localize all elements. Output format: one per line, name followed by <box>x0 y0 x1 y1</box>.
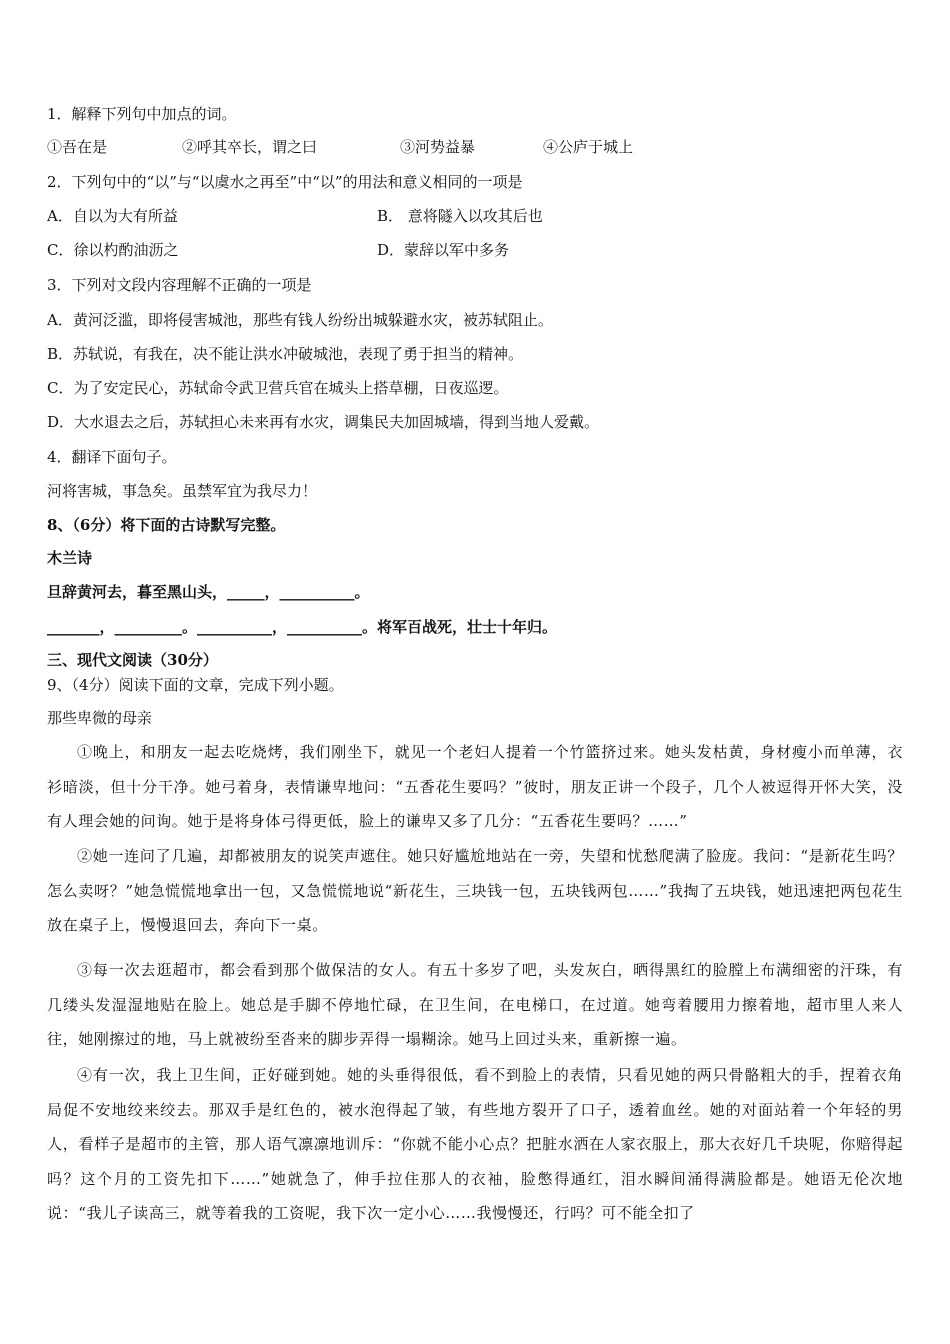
q4-stem: 4．翻译下面句子。 <box>47 448 177 466</box>
q3-option-b: B．苏轼说，有我在，决不能让洪水冲破城池，表现了勇于担当的精神。 <box>47 345 524 363</box>
poem-comma: ， <box>99 618 115 636</box>
answer-blank[interactable]: __________ <box>287 618 363 636</box>
q3-option-a: A．黄河泛滥，即将侵害城池，那些有钱人纷纷出城躲避水灾，被苏轼阻止。 <box>47 311 553 329</box>
q2-option-b: B． 意将隧入以攻其后也 <box>377 207 543 225</box>
q2-stem: 2．下列句中的“以”与“以虞水之再至”中“以”的用法和意义相同的一项是 <box>47 173 523 191</box>
q2-option-c: C．徐以杓酌油沥之 <box>47 241 179 259</box>
article-paragraph-1: ①晚上，和朋友一起去吃烧烤，我们刚坐下，就见一个老妇人提着一个竹篮挤过来。她头发枯黄，身材瘦小而单薄，衣衫暗淡，但十分干净。她弓着身，表情谦卑地问：“五香花生要吗？”彼时，朋友正讲一个段子，几个人被逗得开怀大笑，没有人理会她的问询。她于是将身体弓得更低，脸上的谦卑又多了几分：“五香花生要吗？……” <box>47 743 903 830</box>
article-paragraph-4: ④有一次，我上卫生间，正好碰到她。她的头垂得很低，看不到脸上的表情，只看见她的两只骨骼粗大的手，捏着衣角局促不安地绞来绞去。那双手是红色的，被水泡得起了皱，有些地方裂开了口子，透着血丝。她的对面站着一个年轻的男人，看样子是超市的主管，那人语气凛凛地训斥：“你就不能小心点？把脏水洒在人家衣服上，那大衣好几千块呢，你赔得起吗？这个月的工资先扣下……”她就急了，伸手拉住那人的衣袖，脸憋得通红，泪水瞬间涌得满脸都是。她语无伦次地说：“我儿子读高三，就等着我的工资呢，我下次一定小心……我慢慢还，行吗？可不能全扣了 <box>47 1066 903 1222</box>
poem-line-1-end: 。 <box>354 583 370 601</box>
q9-stem: 9、（4分）阅读下面的文章，完成下列小题。 <box>47 676 344 694</box>
answer-blank[interactable]: __________ <box>197 618 273 636</box>
q2-option-d: D．蒙辞以军中多务 <box>377 241 510 259</box>
poem-line-2 <box>47 617 557 637</box>
answer-blank[interactable]: __________ <box>279 583 355 601</box>
q1-item-3: ③河势益暴 <box>400 138 476 156</box>
q1-item-4: ④公庐于城上 <box>543 138 634 156</box>
article-title: 那些卑微的母亲 <box>47 709 153 727</box>
q4-sentence: 河将害城，事急矣。虽禁军宜为我尽力！ <box>47 482 318 500</box>
poem-comma: ， <box>264 583 280 601</box>
poem-line-1 <box>47 582 370 602</box>
poem-comma: ， <box>272 618 288 636</box>
q1-item-1: ①吾在是 <box>47 138 108 156</box>
poem-line-1-text: 旦辞黄河去，暮至黑山头， <box>47 583 228 601</box>
poem-line-2-end: 。将军百战死，壮士十年归。 <box>362 618 558 636</box>
q1-stem: 1．解释下列句中加点的词。 <box>47 105 237 123</box>
article-paragraph-2: ②她一连问了几遍，却都被朋友的说笑声遮住。她只好尴尬地站在一旁，失望和忧愁爬满了脸庞。我问：“是新花生吗？怎么卖呀？”她急慌慌地拿出一包，又急慌慌地说“新花生，三块钱一包，五块钱两包……”我掏了五块钱，她迅速把两包花生放在桌子上，慢慢退回去，奔向下一桌。 <box>47 847 903 934</box>
q3-stem: 3．下列对文段内容理解不正确的一项是 <box>47 276 312 294</box>
answer-blank[interactable]: _____ <box>227 583 265 601</box>
q1-item-2: ②呼其卒长，谓之曰 <box>182 138 318 156</box>
q8-stem: 8、（6分）将下面的古诗默写完整。 <box>47 516 286 534</box>
answer-blank[interactable]: _________ <box>114 618 183 636</box>
q3-option-d: D．大水退去之后，苏轼担心未来再有水灾，调集民夫加固城墙，得到当地人爱戴。 <box>47 413 600 431</box>
poem-title: 木兰诗 <box>47 549 93 567</box>
q3-option-c: C．为了安定民心，苏轼命令武卫营兵官在城头上搭草棚，日夜巡逻。 <box>47 379 509 397</box>
section-heading: 三、现代文阅读（30分） <box>47 651 218 669</box>
q2-option-a: A．自以为大有所益 <box>47 207 178 225</box>
answer-blank[interactable]: _______ <box>47 618 100 636</box>
article-paragraph-3: ③每一次去逛超市，都会看到那个做保洁的女人。有五十多岁了吧，头发灰白，晒得黑红的脸膛上布满细密的汗珠，有几缕头发湿湿地贴在脸上。她总是手脚不停地忙碌，在卫生间，在电梯口，在过道。她弯着腰用力擦着地，超市里人来人往，她刚擦过的地，马上就被纷至沓来的脚步弄得一塌糊涂。她马上回过头来，重新擦一遍。 <box>47 961 903 1048</box>
poem-line-2-mid: 。 <box>182 618 198 636</box>
